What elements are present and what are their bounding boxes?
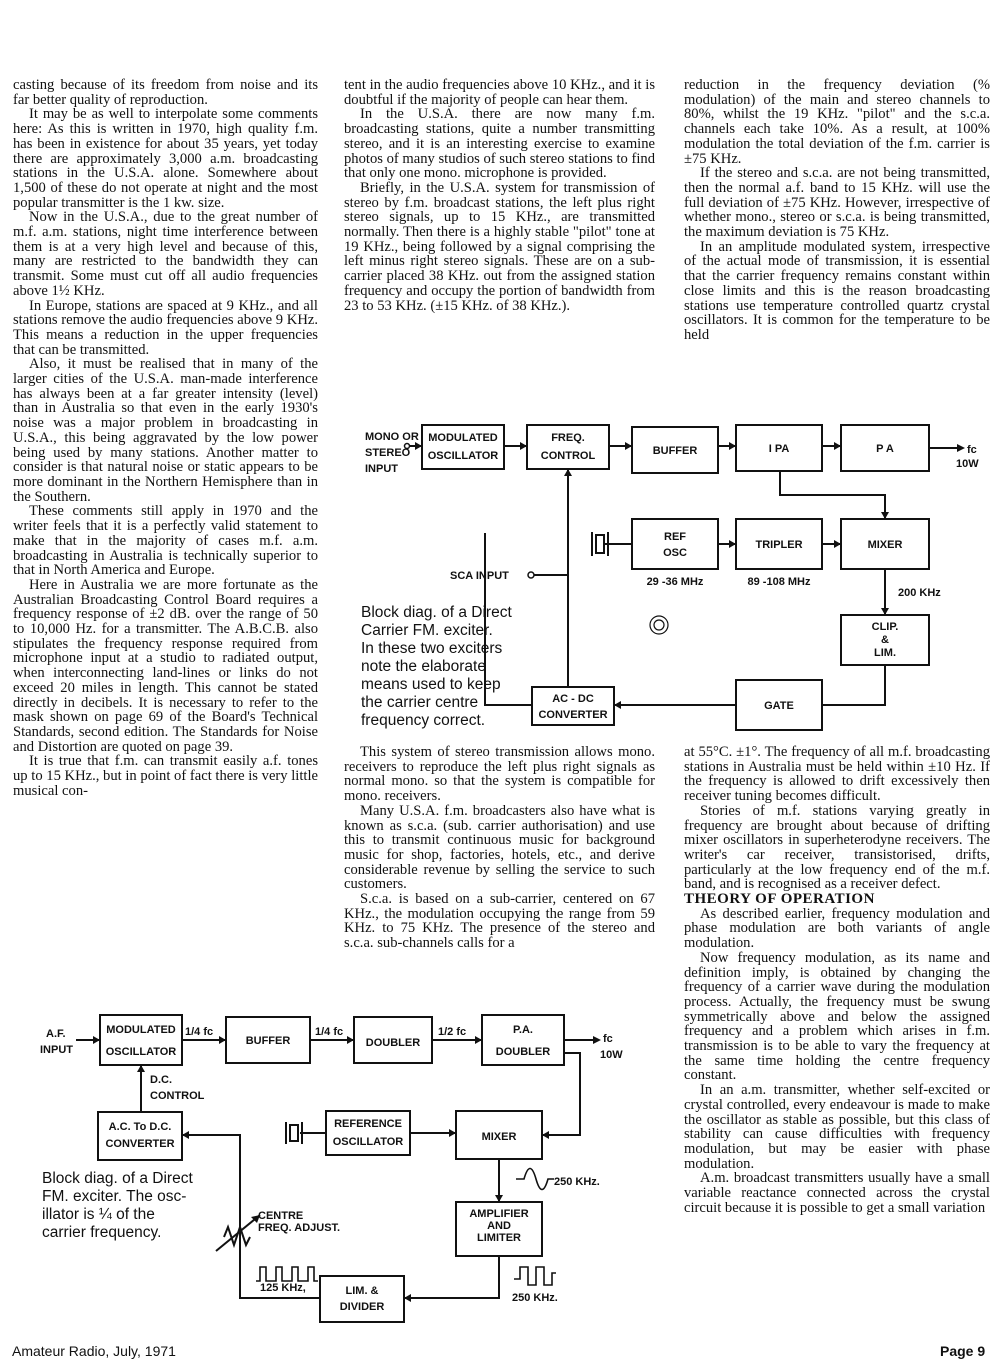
input-label-1: A.F. — [46, 1028, 66, 1040]
clip-lim-label-3: LIM. — [874, 647, 896, 659]
fc-label: fc — [603, 1033, 613, 1045]
paragraph: A.m. broadcast transmitters usually have a small variable reactance connected across the crystal circuit because it is possible to get a small variation — [684, 1170, 990, 1216]
paragraph: reduction in the frequency deviation (% modulation) of the main and stereo channels to 80%, whilst the 19 KHz. "pilot" and the s.c.a. channels each take 10%. As a result, at 100% modulation the total deviation of the f.m. carrier is ±75 KHz. — [684, 77, 990, 167]
ref-osc-label-2: OSC — [663, 547, 687, 559]
doubler-label: DOUBLER — [365, 1037, 421, 1049]
tripler-range-label: 89 -108 MHz — [747, 576, 811, 588]
dc-control-label-2: CONTROL — [150, 1090, 205, 1102]
column-3-top — [684, 78, 990, 343]
paragraph: Now in the U.S.A., due to the great number of m.f. a.m. stations, night time interference between them is at a very high level and because of this, many are restricted to the bandwidth they can transmit. Some must cut off all audio frequencies above 1½ KHz. — [13, 209, 318, 299]
section-heading: THEORY OF OPERATION — [684, 891, 875, 908]
caption-line: means used to keep — [361, 676, 501, 693]
logo-stamp — [650, 616, 668, 634]
column-3-bottom — [684, 745, 990, 1216]
paragraph: In the U.S.A. there are now many f.m. broadcasting stations, quite a number transmitting stereo, and it is an interesting exercise to examine photos of many studios of such stereo stations to find that only one mono. microphone is provided. — [344, 106, 655, 182]
dc-control-label-1: D.C. — [150, 1074, 172, 1086]
caption-line: the carrier centre — [361, 694, 479, 711]
ref-range-label: 29 -36 MHz — [646, 576, 704, 588]
caption-line: carrier frequency. — [42, 1224, 162, 1241]
caption-line: illator is ¼ of the — [42, 1206, 155, 1223]
caption-line: Carrier FM. exciter. — [361, 622, 493, 639]
pa-label: P A — [876, 443, 894, 455]
paragraph: casting because of its freedom from noise and its far better quality of reproduction. — [13, 77, 318, 108]
paragraph: Many U.S.A. f.m. broadcasters also have what is known as s.c.a. (sub. carrier authorisation) and use this to transmit continuous music for background music for shop, factories, hotels, etc., and derive considerable revenue by selling the service to such customers. — [344, 802, 655, 893]
block-diagram-direct-fm-exciter — [28, 1005, 668, 1335]
acdc-label-1: A.C. To D.C. — [108, 1121, 172, 1133]
paragraph: These comments still apply in 1970 and the writer feels that it is a perfectly valid statement to make that in the majority of cases m.f. a.m. broadcasting in Australia is technically superior to that in North America and Europe. — [13, 503, 318, 579]
ref-osc-label-1: REF — [664, 531, 686, 543]
caption-line: note the elaborate — [361, 658, 486, 675]
paragraph: S.c.a. is based on a sub-carrier, centered on 67 KHz., the modulation occupying the range from 59 KHz. to 75 KHz. The presence of the stereo and s.c.a. sub-channels calls for a — [344, 891, 655, 952]
input-label-1: MONO OR — [365, 431, 419, 443]
pulse-train-icon — [256, 1267, 318, 1281]
pa-doubler-label-1: P.A. — [513, 1024, 533, 1036]
paragraph: Briefly, in the U.S.A. system for transmission of stereo by f.m. broadcast stations, the left plus right stereo signals, up to 15 KHz., are transmitted normally. Then there is a highly stable "pilot" tone at 19 KHz., being followed by a signal comprising the left minus right stereo signals. These are on a sub-carrier placed 38 KHz. out from the assigned station frequency and occupy the portion of bandwidth from 23 to 53 KHz. (±15 KHz. of 38 KHz.). — [344, 179, 655, 314]
mod-osc-label-1: MODULATED — [106, 1024, 176, 1036]
caption-line: FM. exciter. The osc- — [42, 1188, 187, 1205]
acdc-converter-box — [98, 1112, 182, 1160]
paragraph: at 55°C. ±1°. The frequency of all m.f. broadcasting stations in Australia must be held within ±10 Hz. If the frequency is allowed to drift excessively then receiver tuning becomes difficult. — [684, 744, 990, 805]
amp-lim-label-1: AMPLIFIER — [469, 1208, 529, 1220]
clip-lim-label-1: CLIP. — [871, 621, 899, 633]
column-1 — [13, 78, 318, 798]
mod-osc-label-2: OSCILLATOR — [427, 450, 499, 462]
acdc-label-1: AC - DC — [552, 693, 594, 705]
input-label-2: INPUT — [40, 1044, 73, 1056]
mixer-out-label: 250 KHz. — [554, 1176, 600, 1188]
power-label: 10W — [956, 458, 979, 470]
paragraph: In an a.m. transmitter, whether self-excited or crystal controlled, every endeavour is made to make the oscillator as stable as possible, but this class of stability can cause difficulties with frequency modulation, but may be easier with phase modulation. — [684, 1082, 990, 1172]
power-label: 10W — [600, 1049, 623, 1061]
sca-input-label: SCA INPUT — [450, 570, 509, 582]
pa-doubler-label-2: DOUBLER — [495, 1046, 551, 1058]
footer-publication: Amateur Radio, July, 1971 — [12, 1343, 176, 1359]
mod-osc-label-1: MODULATED — [428, 432, 498, 444]
paragraph: This system of stereo transmission allows mono. receivers to reproduce the left plus right signals as normal mono. so that the system is compatible for mono. receivers. — [344, 744, 655, 805]
amp-lim-label-3: LIMITER — [477, 1232, 521, 1244]
paragraph: In an amplitude modulated system, irrespective of the actual mode of transmission, it is essential that the carrier frequency remains constant within close limits and this is the reason broadcasting stations use temperature controlled quartz crystal oscillators. It is common for the temperature to be held — [684, 238, 990, 343]
lim-div-label-2: DIVIDER — [339, 1301, 385, 1313]
block-diagram-direct-carrier-fm-exciter — [355, 415, 990, 740]
paragraph: tent in the audio frequencies above 10 KHz., and it is doubtful if the majority of people can hear them. — [344, 77, 655, 108]
column-2-top — [344, 78, 655, 313]
tripler-label: TRIPLER — [755, 539, 803, 551]
paragraph: Here in Australia we are more fortunate as the Australian Broadcasting Control Board requires a frequency response of ±2 dB. over the range of 50 to 10,000 Hz. for a transmitter. The A.B.C.B. also stipulates the frequency response required from microphone input at a studio to radiated output, when interconnecting land-lines or links do not exceed 20 miles in length. This cannot be stated directly in decibels. It is necessary to refer to the mask shown on page 69 of the Board's Technical Standards, second edition. The Standards for Noise and Distortion are quoted on page 39. — [13, 576, 318, 755]
caption-line: frequency correct. — [361, 712, 486, 729]
fc-label: fc — [967, 444, 977, 456]
mixer-label: MIXER — [481, 1131, 517, 1143]
column-2-bottom — [344, 745, 655, 951]
clip-lim-label-2: & — [881, 634, 889, 646]
mixer-out-label: 200 KHz — [898, 587, 941, 599]
lim-divider-box — [320, 1276, 404, 1322]
paragraph: Now frequency modulation, as its name and definition imply, is obtained by changing the frequency of a carrier wave during the modulation process. Actually, the frequency must be swung symmetrically above and below the assigned frequency and a problem which arises in f.m. transmission is to be able to vary the frequency at the same time holding the centre frequency constant. — [684, 949, 990, 1084]
input-label-2: STEREO — [365, 447, 411, 459]
paragraph: Stories of m.f. stations varying greatly in frequency are brought about because of drifting mixer oscillators in superheterodyne receivers. The writer's car receiver, transistorised, drifts, particularly at the low frequency end of the m.f. band, and is recognised as a receiver defect. — [684, 802, 990, 893]
buffer-label: BUFFER — [652, 445, 698, 457]
lim-div-label-1: LIM. & — [345, 1285, 379, 1297]
gate-label: GATE — [764, 700, 794, 712]
input-label-3: INPUT — [365, 463, 398, 475]
footer-page-number: Page 9 — [940, 1343, 986, 1359]
reference-osc-label-1: REFERENCE — [334, 1118, 402, 1130]
pulse-label-2: 250 KHz. — [512, 1292, 558, 1304]
pulse-label-1: 125 KHz, — [260, 1282, 306, 1294]
paragraph: It may be as well to interpolate some comments here: As this is written in 1970, high quality f.m. has been in existence for about 35 years, yet today there are approximately 3,000 a.m. broadcasting stations in the U.S.A. alone. Somewhere about 1,500 of these do not operate at night and the most popular transmitter is the 1 kw. size. — [13, 106, 318, 211]
acdc-label-2: CONVERTER — [105, 1138, 175, 1150]
caption-line: Block diag. of a Direct — [361, 604, 512, 621]
caption-line: Block diag. of a Direct — [42, 1170, 193, 1187]
quarter-fc-label: 1/4 fc — [185, 1026, 214, 1038]
quarter-fc-label: 1/4 fc — [315, 1026, 344, 1038]
acdc-label-2: CONVERTER — [538, 709, 608, 721]
freq-control-label-2: CONTROL — [540, 450, 596, 462]
paragraph: In Europe, stations are spaced at 9 KHz., and all stations remove the audio frequencies above 9 KHz. This means a reduction in the upper frequencies that can be transmitted. — [13, 297, 318, 358]
paragraph: As described earlier, frequency modulation and phase modulation are both variants of angle modulation. — [684, 905, 990, 952]
reference-osc-label-2: OSCILLATOR — [332, 1136, 404, 1148]
ref-osc-box — [632, 519, 718, 569]
mod-osc-label-2: OSCILLATOR — [105, 1046, 177, 1058]
buffer-label: BUFFER — [245, 1035, 291, 1047]
freq-control-label-1: FREQ. — [551, 432, 585, 444]
paragraph: Also, it must be realised that in many of the larger cities of the U.S.A. man-made interference has always been at a far greater intensity (level) than in Australia so that even in the early 1930's noise was a major problem in broadcasting in U.S.A., this being aggravated by the low power being used by many stations. Another matter to consider is that natural noise or static appears to be more dominant in the Northern Hemisphere than in the Southern. — [13, 356, 318, 505]
square-wave-icon — [514, 1267, 556, 1285]
paragraph: It is true that f.m. can transmit easily a.f. tones up to 15 KHz., but in point of fact there is very little musical con- — [13, 753, 318, 799]
paragraph: If the stereo and s.c.a. are not being transmitted, then the normal a.f. band to 15 KHz. will use the full deviation of ±75 KHz. However, irrespective of whether mono., stereo or s.c.a. is being transmitted, the maximum deviation is 75 KHz. — [684, 165, 990, 241]
caption-line: In these two exciters — [361, 640, 503, 657]
centre-adj-label-2: FREQ. ADJUST. — [258, 1222, 341, 1234]
sine-wave-icon — [516, 1169, 554, 1190]
ipa-label: I PA — [768, 443, 790, 455]
centre-adj-label-1: CENTRE — [258, 1210, 304, 1222]
mixer-label: MIXER — [867, 539, 903, 551]
amp-lim-label-2: AND — [487, 1220, 511, 1232]
half-fc-label: 1/2 fc — [438, 1026, 467, 1038]
